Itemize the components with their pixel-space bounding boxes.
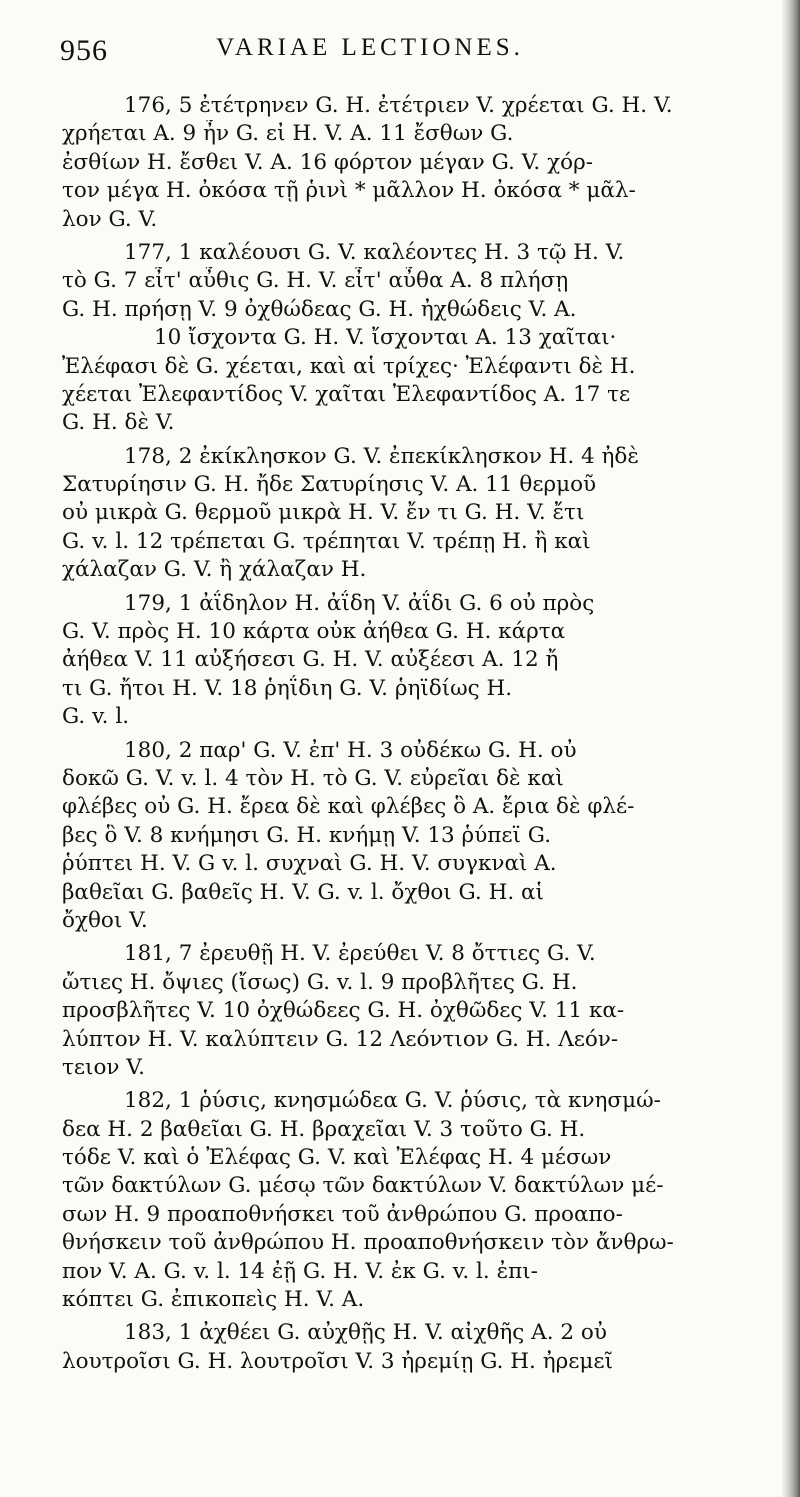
text-line: τὸ G. 7 εἶτ' αὖθις G. H. V. εἶτ' αὖθα A. 8 πλήσῃ	[62, 268, 569, 294]
text-line: 10 ἴσχοντα G. H. V. ἴσχονται A. 13 χαῖται·	[154, 325, 617, 351]
text-line: πον V. A. G. v. l. 14 ἐῇ G. H. V. ἐκ G. v. l. ἐπι-	[62, 1258, 538, 1284]
text-line: τειον V.	[62, 1054, 145, 1080]
text-line: ὤτιες H. ὄψιες (ἴσως) G. v. l. 9 προβλῆτες G. H.	[62, 969, 578, 995]
text-line: θνήσκειν τοῦ ἀνθρώπου H. προαποθνήσκειν τὸν ἄνθρω-	[62, 1230, 674, 1256]
text-line: 177, 1 καλέουσι G. V. καλέοντες H. 3 τῷ H. V.	[124, 239, 625, 265]
page-header	[60, 28, 760, 72]
text-line: 180, 2 παρ' G. V. ἐπ' H. 3 οὐδέκω G. H. οὐ	[124, 737, 577, 763]
text-line: σων H. 9 προαποθνήσκει τοῦ ἀνθρώπου G. προαπο-	[62, 1201, 623, 1227]
entry-183	[62, 1319, 772, 1376]
text-line: λουτροῖσι G. H. λουτροῖσι V. 3 ἠρεμίῃ G. H. ἠρεμεῖ	[62, 1348, 613, 1374]
text-line: Σατυρίησιν G. H. ἤδε Σατυρίησις V. A. 11 θερμοῦ	[62, 472, 597, 498]
text-line: λύπτον H. V. καλύπτειν G. 12 Λεόντιον G. H. Λεόν-	[62, 1026, 619, 1052]
entry-182	[62, 1087, 772, 1314]
book-spine-shadow	[782, 0, 800, 1497]
text-line: G. H. πρήσῃ V. 9 ὀχθώδεας G. H. ἠχθώδεις V. A.	[62, 296, 577, 322]
text-line: ὄχθοι V.	[62, 907, 148, 933]
text-line: G. v. l.	[62, 704, 130, 730]
text-line: 183, 1 ἀχθέει G. αὐχθῇς H. V. αἰχθῆς A. 2 οὐ	[124, 1320, 607, 1346]
text-line: ἀήθεα V. 11 αὐξήσεσι G. H. V. αὐξέεσι A. 12 ἤ	[62, 647, 559, 673]
text-line: λον G. V.	[62, 206, 158, 232]
text-line: δεα H. 2 βαθεῖαι G. H. βραχεῖαι V. 3 τοῦτο G. H.	[62, 1116, 586, 1142]
text-line: φλέβες οὐ G. H. ἔρεα δὲ καὶ φλέβες ὃ A. ἔρια δὲ φλέ-	[62, 794, 635, 820]
running-head: VARIAE LECTIONES.	[216, 34, 524, 61]
page-number: 956	[60, 34, 108, 67]
entry-181	[62, 940, 772, 1082]
text-line: προσβλῆτες V. 10 ὀχθώδεες G. H. ὀχθῶδες V. 11 κα-	[62, 998, 625, 1024]
entry-178	[62, 443, 772, 585]
entry-179	[62, 590, 772, 732]
text-line: 181, 7 ἐρευθῇ H. V. ἐρεύθει V. 8 ὄττιες G. V.	[124, 941, 596, 967]
text-line: τῶν δακτύλων G. μέσῳ τῶν δακτύλων V. δακτύλων μέ-	[62, 1173, 664, 1199]
text-line: δοκῶ G. V. v. l. 4 τὸν H. τὸ G. V. εὐρεῖαι δὲ καὶ	[62, 765, 564, 791]
entry-176	[62, 92, 772, 234]
text-line: χάλαζαν G. V. ἢ χάλαζαν H.	[62, 557, 367, 583]
entry-177	[62, 239, 772, 438]
text-line: οὐ μικρὰ G. θερμοῦ μικρὰ H. V. ἔν τι G. H. V. ἔτι	[62, 500, 585, 526]
text-line: 179, 1 ἀΐδηλον H. ἀΐδη V. ἀΐδι G. 6 οὐ πρὸς	[124, 590, 595, 616]
text-line: χέεται Ἐλεφαντίδος V. χαῖται Ἐλεφαντίδος A. 17 τε	[62, 381, 631, 407]
entry-180	[62, 737, 772, 936]
text-line: ῥύπτει H. V. G v. l. συχναὶ G. H. V. συγκναὶ A.	[62, 851, 557, 877]
text-line: βες ὃ V. 8 κνήμησι G. H. κνήμῃ V. 13 ῥύπεϊ G.	[62, 822, 552, 848]
text-line: κόπτει G. ἐπικοπεὶς H. V. A.	[62, 1287, 365, 1313]
text-line: βαθεῖαι G. βαθεῖς H. V. G. v. l. ὄχθοι G. H. αἱ	[62, 879, 544, 905]
text-line: G. V. πρὸς H. 10 κάρτα οὐκ ἀήθεα G. H. κάρτα	[62, 619, 566, 645]
text-line: 178, 2 ἐκίκλησκον G. V. ἐπεκίκλησκον H. 4 ἠδὲ	[124, 443, 639, 469]
text-line: τον μέγα H. ὀκόσα τῇ ῥινὶ * μᾶλλον H. ὀκόσα * μᾶλ-	[62, 178, 636, 204]
text-line: 182, 1 ῥύσις, κνησμώδεα G. V. ῥύσις, τὰ κνησμώ-	[124, 1088, 661, 1114]
text-line: τόδε V. καὶ ὁ Ἐλέφας G. V. καὶ Ἐλέφας H. 4 μέσων	[62, 1145, 612, 1171]
critical-apparatus	[62, 92, 772, 1376]
text-line: τι G. ἤτοι H. V. 18 ῥηΐδιη G. V. ῥηϊδίως H.	[62, 675, 513, 701]
text-line: ἐσθίων H. ἔσθει V. A. 16 φόρτον μέγαν G. V. χόρ-	[62, 149, 593, 175]
text-line: 176, 5 ἐτέτρηνεν G. H. ἐτέτριεν V. χρέεται G. H. V.	[124, 93, 673, 118]
text-line: χρήεται A. 9 ἦν G. εἰ H. V. A. 11 ἔσθων G.	[62, 121, 514, 147]
text-line: G. v. l. 12 τρέπεται G. τρέπηται V. τρέπῃ H. ἢ καὶ	[62, 528, 591, 554]
text-line: Ἐλέφασι δὲ G. χέεται, καὶ αἱ τρίχες· Ἐλέφαντι δὲ H.	[62, 353, 636, 379]
text-line: G. H. δὲ V.	[62, 410, 175, 436]
